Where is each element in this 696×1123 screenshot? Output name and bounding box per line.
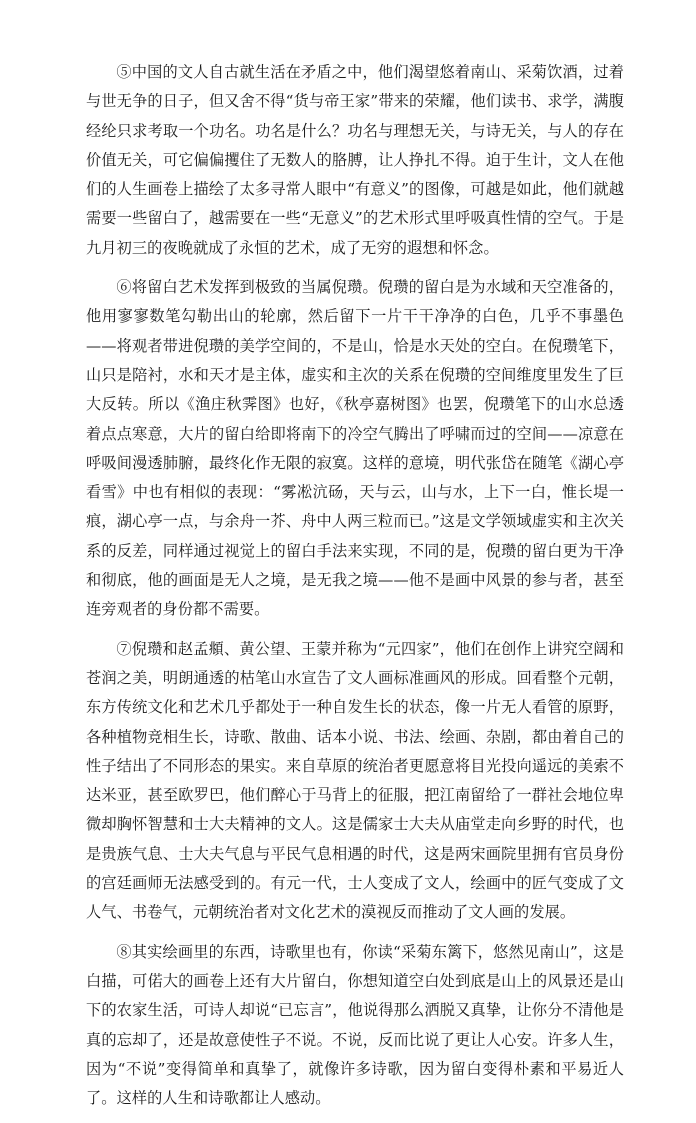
paragraph-7 [86,635,624,928]
paragraph-number: ⑥ [116,278,132,297]
paragraph-6 [86,273,624,625]
paragraph-text: 将留白艺术发挥到极致的当属倪瓒。倪瓒的留白是为水域和天空准备的，他用寥寥数笔勾勒出山的轮廓，然后留下一片干干净净的白色，几乎不事墨色——将观者带进倪瓒的美学空间的，不是山，恰是水天处的空白。在倪瓒笔下，山只是陪衬，水和天才是主体，虚实和主次的关系在倪瓒的空间维度里发生了巨大反转。所以《渔庄秋霁图》也好，《秋亭嘉树图》也罢，倪瓒笔下的山水总透着点点寒意，大片的留白给即将南下的冷空气腾出了呼啸而过的空间——凉意在呼吸间漫透肺腑，最终化作无限的寂寞。这样的意境，明代张岱在随笔《湖心亭看雪》中也有相似的表现：“雾凇沆砀，天与云，山与水，上下一白，惟长堤一痕，湖心亭一点，与余舟一芥、舟中人两三粒而已。”这是文学领域虚实和主次关系的反差，同样通过视觉上的留白手法来实现，不同的是，倪瓒的留白更为干净和彻底，他的画面是无人之境，是无我之境——他不是画中风景的参与者，甚至连旁观者的身份都不需要。 [86,278,624,619]
paragraph-number: ⑤ [116,63,132,81]
paragraph-text: 其实绘画里的东西，诗歌里也有，你读“采菊东篱下，悠然见南山”，这是白描，可偌大的画卷上还有大片留白，你想知道空白处到底是山上的风景还是山下的农家生活，可诗人却说“已忘言”，他说得那么洒脱又真挚，让你分不清他是真的忘却了，还是故意使性子不说。不说，反而比说了更让人心安。许多人生，因为“不说”变得简单和真挚了，就像许多诗歌，因为留白变得朴素和平易近人了。这样的人生和诗歌都让人感动。 [86,942,624,1108]
document-page [86,58,624,1123]
paragraph-number: ⑧ [116,942,132,961]
paragraph-text: 中国的文人自古就生活在矛盾之中，他们渴望悠着南山、采菊饮酒，过着与世无争的日子，但又舍不得“货与帝王家”带来的荣耀，他们读书、求学，满腹经纶只求考取一个功名。功名是什么？功名与理想无关，与诗无关，与人的存在价值无关，可它偏偏攫住了无数人的胳膊，让人挣扎不得。迫于生计，文人在他们的人生画卷上描绘了太多寻常人眼中“有意义”的图像，可越是如此，他们就越需要一些留白了，越需要在一些“无意义”的艺术形式里呼吸真性情的空气。于是九月初三的夜晚就成了永恒的艺术，成了无穷的遐想和怀念。 [86,63,624,257]
paragraph-5 [86,58,624,263]
paragraph-text: 倪瓒和赵孟頫、黄公望、王蒙并称为“元四家”，他们在创作上讲究空阔和苍润之美，明朗通透的枯笔山水宣告了文人画标准画风的形成。回看整个元朝，东方传统文化和艺术几乎都处于一种自发生长的状态，像一片无人看管的原野，各种植物竞相生长，诗歌、散曲、话本小说、书法、绘画、杂剧，都由着自己的性子结出了不同形态的果实。来自草原的统治者更愿意将目光投向遥远的美索不达米亚，甚至欧罗巴，他们醉心于马背上的征服，把江南留给了一群社会地位卑微却胸怀智慧和士大夫精神的文人。这是儒家士大夫从庙堂走向乡野的时代，也是贵族气息、士大夫气息与平民气息相遇的时代，这是两宋画院里拥有官员身份的宫廷画师无法感受到的。有元一代，士人变成了文人，绘画中的匠气变成了文人气、书卷气，元朝统治者对文化艺术的漠视反而推动了文人画的发展。 [86,639,624,922]
paragraph-number: ⑦ [116,639,132,658]
paragraph-8 [86,938,624,1114]
